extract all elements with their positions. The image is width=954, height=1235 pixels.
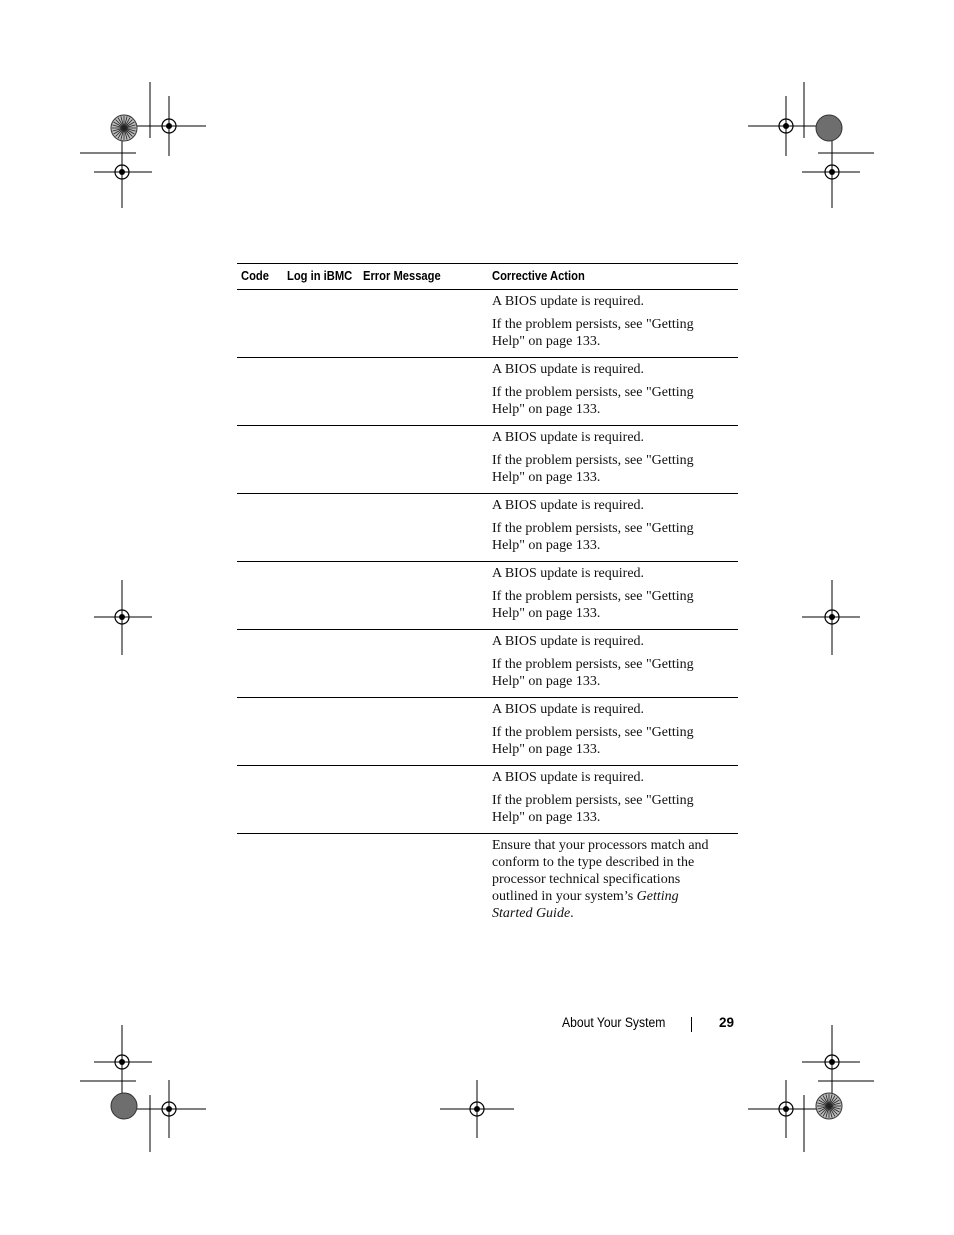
corrective-action-cell [492,837,714,922]
table-row [237,766,738,834]
table-row [237,698,738,766]
action-text: A BIOS update is required. [492,702,645,717]
corrective-action-cell [492,293,714,350]
table-row [237,426,738,494]
header-log-in-ibmc: Log in iBMC [287,268,353,283]
action-text: If the problem persists, see "Getting Help" on page 133. [492,793,694,825]
action-text-end: . [570,906,574,921]
table-row [237,834,738,929]
corrective-action-cell [492,361,714,418]
action-text: If the problem persists, see "Getting Help" on page 133. [492,385,694,417]
action-text: If the problem persists, see "Getting Help" on page 133. [492,453,694,485]
guide-title: Getting Started Guide [492,889,679,921]
action-text [492,837,714,922]
footer-section-title: About Your System [562,1015,666,1030]
header-code: Code [241,268,269,283]
footer-divider [691,1017,692,1032]
action-text: A BIOS update is required. [492,362,645,377]
corrective-action-cell [492,497,714,554]
table-row [237,358,738,426]
table-row [237,290,738,358]
header-error-message: Error Message [363,268,441,283]
error-code-table [237,263,738,929]
page-number: 29 [719,1015,735,1030]
action-text: A BIOS update is required. [492,498,645,513]
action-text: If the problem persists, see "Getting Help" on page 133. [492,521,694,553]
table-row [237,562,738,630]
table-header [237,263,738,290]
action-text: If the problem persists, see "Getting Help" on page 133. [492,589,694,621]
corrective-action-cell [492,701,714,758]
corrective-action-cell [492,633,714,690]
table-row [237,630,738,698]
page-footer [0,1015,954,1035]
action-text: If the problem persists, see "Getting Help" on page 133. [492,317,694,349]
action-text: A BIOS update is required. [492,566,645,581]
action-text: A BIOS update is required. [492,430,645,445]
action-text: If the problem persists, see "Getting Help" on page 133. [492,725,694,757]
corrective-action-cell [492,769,714,826]
corrective-action-cell [492,565,714,622]
action-text: A BIOS update is required. [492,634,645,649]
action-text: A BIOS update is required. [492,770,645,785]
action-text: If the problem persists, see "Getting Help" on page 133. [492,657,694,689]
header-corrective-action: Corrective Action [492,268,585,283]
table-row [237,494,738,562]
action-text-main: Ensure that your processors match and conform to the type described in the processor technical specifications outlined in your system’s [492,838,709,904]
action-text: A BIOS update is required. [492,294,645,309]
corrective-action-cell [492,429,714,486]
